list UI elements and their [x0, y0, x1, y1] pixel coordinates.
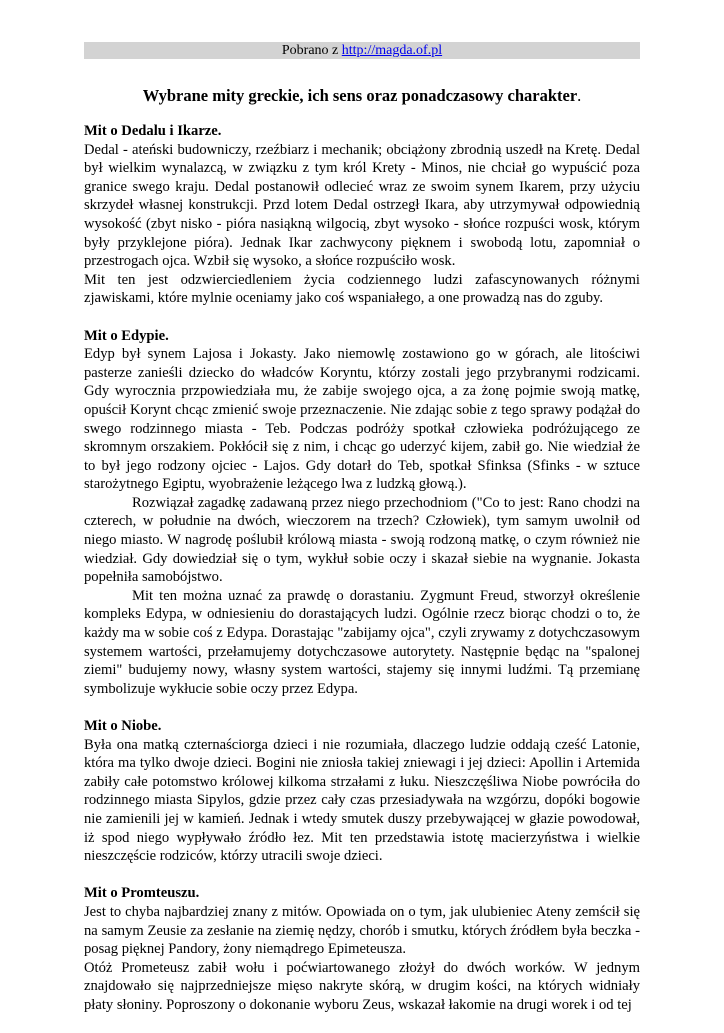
- section-edyp: [84, 327, 640, 699]
- source-banner: [84, 42, 640, 59]
- document-body: [84, 122, 640, 1033]
- section-heading: Mit o Promteuszu.: [84, 885, 200, 902]
- section-heading: Mit o Niobe.: [84, 718, 162, 734]
- source-link[interactable]: http://magda.of.pl: [341, 43, 443, 58]
- paragraph: Mit ten można uznać za prawdę o dorastaniu. Zygmunt Freud, stworzył określenie kompleks Edypa, w odniesieniu do dorastających ludzi. Ogólnie rzecz biorąc chodzi o to, że każdy ma w sobie coś z Edypa. Dorastając "zabijamy ojca", czyli zrywamy z dotychczasowym systemem wartości, przełamujemy dotychczasowe autorytety. Następnie będąc na "spalonej ziemi" budujemy nowy, własny system wartości, stajemy się innymi ludźmi. Tą przemianę symbolizuje wykłucie sobie oczy przez Edypa.: [84, 587, 640, 697]
- section-dedal: [84, 122, 640, 308]
- section-niobe: [84, 717, 640, 866]
- document-title: [84, 86, 640, 106]
- section-heading: Mit o Edypie.: [84, 327, 169, 344]
- banner-prefix: Pobrano z: [281, 43, 342, 58]
- paragraph: Jest to chyba najbardziej znany z mitów. Opowiada on o tym, jak ulubieniec Ateny zemścił się na samym Zeusie za zesłanie na ziemię nędzy, chorób i smutku, których źródłem była beczka - posag pięknej Pandory, żony niemądrego Epimeteusza.: [84, 903, 640, 958]
- section-prometeusz: [84, 884, 640, 1014]
- paragraph: Rozwiązał zagadkę zadawaną przez niego przechodniom ("Co to jest: Rano chodzi na czterech, w południe na dwóch, wieczorem na trzech? Człowiek), tym samym uwolnił od niego miasto. W nagrodę poślubił królową miasta - swoją rodzoną matkę, o czym również nie wiedział. Gdy dowiedział się o tym, wykłuł sobie oczy i skazał siebie na wygnanie. Jokasta popełniła samobójstwo.: [84, 494, 640, 586]
- section-heading: Mit o Dedalu i Ikarze.: [84, 123, 222, 139]
- paragraph: Dedal - ateński budowniczy, rzeźbiarz i mechanik; obciążony zbrodnią uszedł na Kretę. Dedal był wielkim wynalazcą, w związku z tym król Krety - Minos, nie chciał go wypuścić poza granice swego kraju. Dedal postanowił odlecieć wraz ze swoim synem Ikarem, przy użyciu skrzydeł własnej konstrukcji. Przd lotem Dedal ostrzegł Ikara, aby utrzymywał odpowiednią wysokość (zbyt nisko - pióra nasiąkną wilgocią, zbyt wysoko - słońce rozpuści wosk, którym były przyklejone pióra). Jednak Ikar zachwycony pięknem i swobodą lotu, zapomniał o przestrogach ojca. Wzbił się wysoko, a słońce rozpuściło wosk.: [84, 141, 640, 270]
- paragraph: Otóż Prometeusz zabił wołu i poćwiartowanego złożył do dwóch worków. W jednym znajdowało się najprzedniejsze mięso nakryte skórą, w drugim kości, na których widniały płaty słoniny. Poproszony o dokonanie wyboru Zeus, wskazał łakomie na drugi worek i od tej: [84, 959, 640, 1013]
- paragraph: Była ona matką czternaściorga dzieci i nie rozumiała, dlaczego ludzie oddają cześć Latonie, która ma tylko dwoje dzieci. Bogini nie zniosła takiej zniewagi i jej dzieci: Apollin i Artemida zabiły całe potomstwo królowej kilkoma strzałami z łuku. Nieszczęśliwa Niobe powróciła do rodzinnego miasta Sipylos, gdzie przez cały czas przesiadywała na wzgórzu, dopóki bogowie nie zamienili jej w kamień. Jednak i wtedy smutek duszy przebywającej w głazie powodował, iż spod niego wypływało źródło łez. Mit ten przedstawia istotę macierzyństwa i wielkie nieszczęście rodziców, którzy utracili swoje dzieci.: [84, 736, 640, 865]
- paragraph: Edyp był synem Lajosa i Jokasty. Jako niemowlę zostawiono go w górach, ale litościwi pasterze zanieśli dziecko do władców Koryntu, którzy zostali jego przybranymi rodzicami. Gdy wyrocznia przpowiedziała mu, że zabije swojego ojca, a za żonę pojmie swoją matkę, opuścił Korynt chcąc zmienić swoje przeznaczenie. Nie zdając sobie z tego sprawy podążał do swego rodzinnego miasta - Teb. Podczas podróży spotkał człowieka podróżującego ze skromnym orszakiem. Pokłócił się z nim, i chcąc go uderzyć kijem, zabił go. Nie wiedział że to był jego rodzony ojciec - Lajos. Gdy dotarł do Teb, spotkał Sfinksa (Sfinks - w sztuce starożytnego Egiptu, wyobrażenie leżącego lwa z ludzką głową.).: [84, 346, 640, 493]
- title-text: Wybrane mity greckie, ich sens oraz ponadczasowy charakter: [142, 86, 578, 105]
- title-dot: .: [577, 86, 582, 105]
- paragraph: Mit ten jest odzwierciedleniem życia codziennego ludzi zafascynowanych różnymi zjawiskami, które mylnie oceniamy jako coś wspaniałego, a one prowadzą nas do zguby.: [84, 271, 640, 307]
